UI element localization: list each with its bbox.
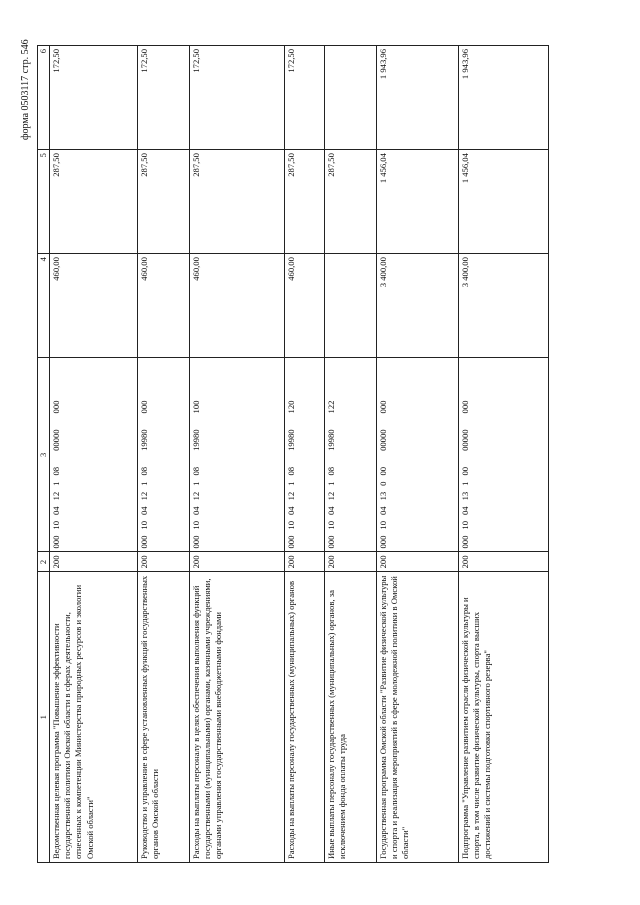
row-value-4	[325, 254, 377, 358]
table-row	[50, 46, 138, 863]
row-budget-code: 000 10 04 13 0 00 00000 000	[377, 358, 459, 552]
col-header-2: 2	[38, 552, 50, 572]
row-value-6: 1 943,96	[459, 46, 549, 150]
col-header-4: 4	[38, 254, 50, 358]
row-value-6: 172,50	[190, 46, 285, 150]
row-name: Расходы на выплаты персоналу в целях обеспечения выполнения функций государственными (муниципальными) органами, казенными учреждениями, органами управления государственными внебюджетными фондами	[190, 572, 285, 863]
table-body	[50, 46, 549, 863]
table-row	[285, 46, 325, 863]
col-header-3: 3	[38, 358, 50, 552]
row-line-code: 200	[459, 552, 549, 572]
row-name: Руководство и управление в сфере установленных функций государственных органов Омской области	[138, 572, 190, 863]
row-value-6: 1 943,96	[377, 46, 459, 150]
row-budget-code: 000 10 04 12 1 08 19980 120	[285, 358, 325, 552]
row-value-5: 287,50	[325, 150, 377, 254]
row-value-6: 172,50	[138, 46, 190, 150]
row-budget-code: 000 10 04 13 1 00 00000 000	[459, 358, 549, 552]
header-row	[38, 46, 50, 863]
row-value-6: 172,50	[285, 46, 325, 150]
rotated-page	[0, 40, 640, 900]
row-name: Ведомственная целевая программа "Повышение эффективности государственной политики Омской области в сферах деятельности, отнесенных к компетенции Министерства природных ресурсов и экологии Омской области"	[50, 572, 138, 863]
table-row	[459, 46, 549, 863]
row-value-4: 460,00	[190, 254, 285, 358]
row-line-code: 200	[377, 552, 459, 572]
table-row	[325, 46, 377, 863]
row-line-code: 200	[50, 552, 138, 572]
row-value-4: 460,00	[50, 254, 138, 358]
form-reference: форма 0503117 стр. 546	[20, 39, 31, 140]
row-budget-code: 000 10 04 12 1 08 19980 122	[325, 358, 377, 552]
row-budget-code: 000 10 04 12 1 08 00000 000	[50, 358, 138, 552]
row-value-5: 287,50	[138, 150, 190, 254]
row-value-5: 287,50	[190, 150, 285, 254]
row-name: Подпрограмма "Управление развитием отрасли физической культуры и спорта, в том числе развитие физической культуры, спорта высших достижений и системы подготовки спортивного резерва"	[459, 572, 549, 863]
row-value-4: 460,00	[285, 254, 325, 358]
report-table	[37, 45, 549, 863]
row-name: Государственная программа Омской области "Развитие физической культуры и спорта и реализация мероприятий в сфере молодежной политики в Омской области"	[377, 572, 459, 863]
row-budget-code: 000 10 04 12 1 08 19980 000	[138, 358, 190, 552]
row-name: Расходы на выплаты персоналу государственных (муниципальных) органов	[285, 572, 325, 863]
row-line-code: 200	[285, 552, 325, 572]
table-row	[190, 46, 285, 863]
row-value-4: 460,00	[138, 254, 190, 358]
col-header-6: 6	[38, 46, 50, 150]
row-line-code: 200	[190, 552, 285, 572]
row-name: Иные выплаты персоналу государственных (муниципальных) органов, за исключением фонда оплаты труда	[325, 572, 377, 863]
row-value-6: 172,50	[50, 46, 138, 150]
col-header-5: 5	[38, 150, 50, 254]
row-line-code: 200	[325, 552, 377, 572]
row-value-5: 287,50	[285, 150, 325, 254]
col-header-1: 1	[38, 572, 50, 863]
row-value-4: 3 400,00	[459, 254, 549, 358]
table-row	[377, 46, 459, 863]
row-value-6	[325, 46, 377, 150]
row-value-5: 1 456,04	[459, 150, 549, 254]
row-value-5: 287,50	[50, 150, 138, 254]
table-row	[138, 46, 190, 863]
row-budget-code: 000 10 04 12 1 08 19980 100	[190, 358, 285, 552]
row-value-5: 1 456,04	[377, 150, 459, 254]
row-value-4: 3 400,00	[377, 254, 459, 358]
row-line-code: 200	[138, 552, 190, 572]
